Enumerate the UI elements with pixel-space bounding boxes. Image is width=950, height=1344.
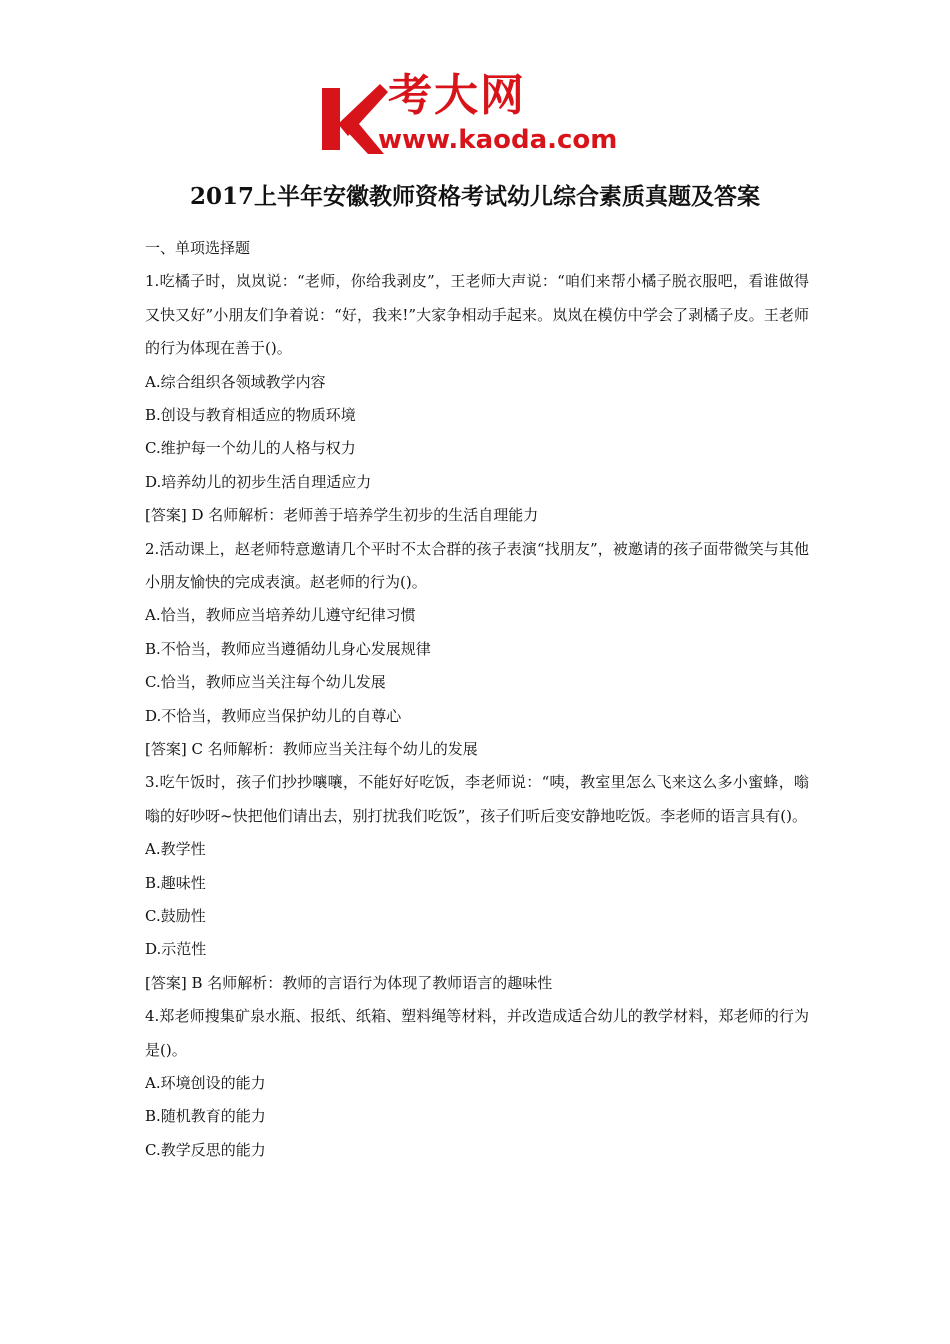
question-stem: 2.活动课上，赵老师特意邀请几个平时不太合群的孩子表演“找朋友”，被邀请的孩子面带微笑与其他小朋友愉快的完成表演。赵老师的行为()。 bbox=[145, 539, 809, 591]
answer-option: C.恰当，教师应当关注每个幼儿发展 bbox=[145, 673, 386, 692]
document-title: 2017上半年安徽教师资格考试幼儿综合素质真题及答案 bbox=[189, 183, 760, 210]
question-stem: 4.郑老师搜集矿泉水瓶、报纸、纸箱、塑料绳等材料，并改造成适合幼儿的教学材料，郑老师的行为是()。 bbox=[145, 1007, 809, 1059]
answer-option: B.趣味性 bbox=[145, 873, 206, 892]
answer-option: B.创设与教育相适应的物质环境 bbox=[145, 406, 356, 424]
answer-explanation: [答案] D 名师解析：老师善于培养学生初步的生活自理能力 bbox=[145, 506, 539, 525]
answer-option: A.环境创设的能力 bbox=[145, 1073, 266, 1092]
answer-option: D.不恰当，教师应当保护幼儿的自尊心 bbox=[145, 706, 402, 725]
answer-option: B.随机教育的能力 bbox=[145, 1107, 266, 1126]
answer-option: A.综合组织各领域教学内容 bbox=[145, 372, 326, 391]
kaoda-logo bbox=[318, 70, 638, 160]
answer-option: C.教学反思的能力 bbox=[145, 1140, 266, 1159]
section-heading: 一、单项选择题 bbox=[145, 239, 251, 257]
answer-option: C.维护每一个幼儿的人格与权力 bbox=[145, 439, 356, 458]
question-stem: 3.吃午饭时，孩子们抄抄嚷嚷，不能好好吃饭，李老师说：“咦，教室里怎么飞来这么多小蜜蜂，嗡嗡的好吵呀~快把他们请出去，别打扰我们吃饭”，孩子们听后变安静地吃饭。李老师的语言具有()。 bbox=[145, 773, 809, 825]
document-body bbox=[145, 232, 809, 1167]
answer-option: A.恰当，教师应当培养幼儿遵守纪律习惯 bbox=[145, 606, 416, 625]
question-stem: 1.吃橘子时，岚岚说：“老师，你给我剥皮”，王老师大声说：“咱们来帮小橘子脱衣服吧，看谁做得又快又好”小朋友们争着说：“好，我来!”大家争相动手起来。岚岚在模仿中学会了剥橘子皮。王老师的行为体现在善于()。 bbox=[145, 272, 809, 358]
answer-option: D.培养幼儿的初步生活自理适应力 bbox=[145, 472, 372, 491]
answer-explanation: [答案] C 名师解析：教师应当关注每个幼儿的发展 bbox=[145, 739, 478, 758]
logo-chinese-name: 考大网 bbox=[388, 70, 526, 121]
answer-option: C.鼓励性 bbox=[145, 906, 206, 925]
answer-option: D.示范性 bbox=[145, 940, 207, 959]
logo-url: www.kaoda.com bbox=[378, 125, 618, 155]
answer-option: B.不恰当，教师应当遵循幼儿身心发展规律 bbox=[145, 639, 431, 658]
answer-option: A.教学性 bbox=[145, 840, 206, 859]
answer-explanation: [答案] B 名师解析：教师的言语行为体现了教师语言的趣味性 bbox=[145, 973, 553, 992]
